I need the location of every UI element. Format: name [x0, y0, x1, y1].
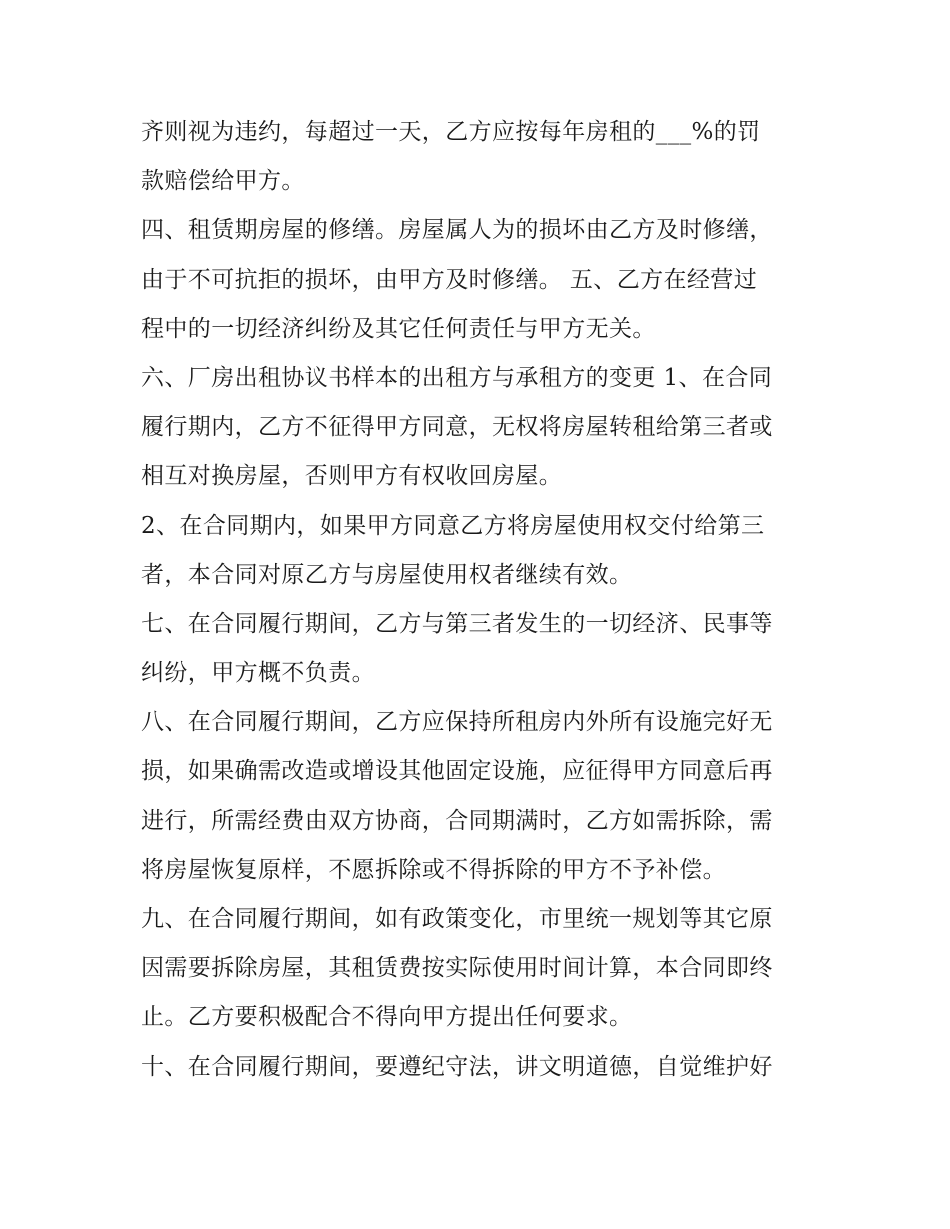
- text-line: 因需要拆除房屋，其租赁费按实际使用时间计算，本合同即终: [141, 955, 773, 982]
- text-line: 2、在合同期内，如果甲方同意乙方将房屋使用权交付给第三: [141, 512, 765, 539]
- text-line: 纠纷，甲方概不负责。: [141, 660, 375, 687]
- text-line: 八、在合同履行期间，乙方应保持所租房内外所有设施完好无: [141, 709, 773, 736]
- text-line: 十、在合同履行期间，要遵纪守法，讲文明道德，自觉维护好: [141, 1053, 773, 1080]
- text-line: 损，如果确需改造或增设其他固定设施，应征得甲方同意后再: [141, 758, 773, 785]
- text-line: 齐则视为违约，每超过一天，乙方应按每年房租的___%的罚: [141, 119, 761, 145]
- text-line: 相互对换房屋，否则甲方有权收回房屋。: [141, 463, 563, 490]
- text-line: 履行期内，乙方不征得甲方同意，无权将房屋转租给第三者或: [141, 414, 773, 441]
- text-line: 将房屋恢复原样，不愿拆除或不得拆除的甲方不予补偿。: [141, 856, 726, 883]
- text-line: 者，本合同对原乙方与房屋使用权者继续有效。: [141, 561, 633, 588]
- text-line: 进行，所需经费由双方协商，合同期满时，乙方如需拆除，需: [141, 807, 773, 834]
- text-line: 七、在合同履行期间，乙方与第三者发生的一切经济、民事等: [141, 610, 773, 637]
- text-line: 由于不可抗拒的损坏，由甲方及时修缮。 五、乙方在经营过: [141, 266, 758, 293]
- text-line: 款赔偿给甲方。: [141, 168, 305, 195]
- text-line: 九、在合同履行期间，如有政策变化，市里统一规划等其它原: [141, 906, 773, 932]
- contract-body-text: [141, 108, 821, 1092]
- text-line: 止。乙方要积极配合不得向甲方提出任何要求。: [141, 1004, 633, 1031]
- text-line: 程中的一切经济纠纷及其它任何责任与甲方无关。: [141, 315, 656, 342]
- text-line: 四、租赁期房屋的修缮。房屋属人为的损坏由乙方及时修缮，: [141, 217, 773, 244]
- text-line: 六、厂房出租协议书样本的出租方与承租方的变更 1、在合同: [141, 364, 773, 391]
